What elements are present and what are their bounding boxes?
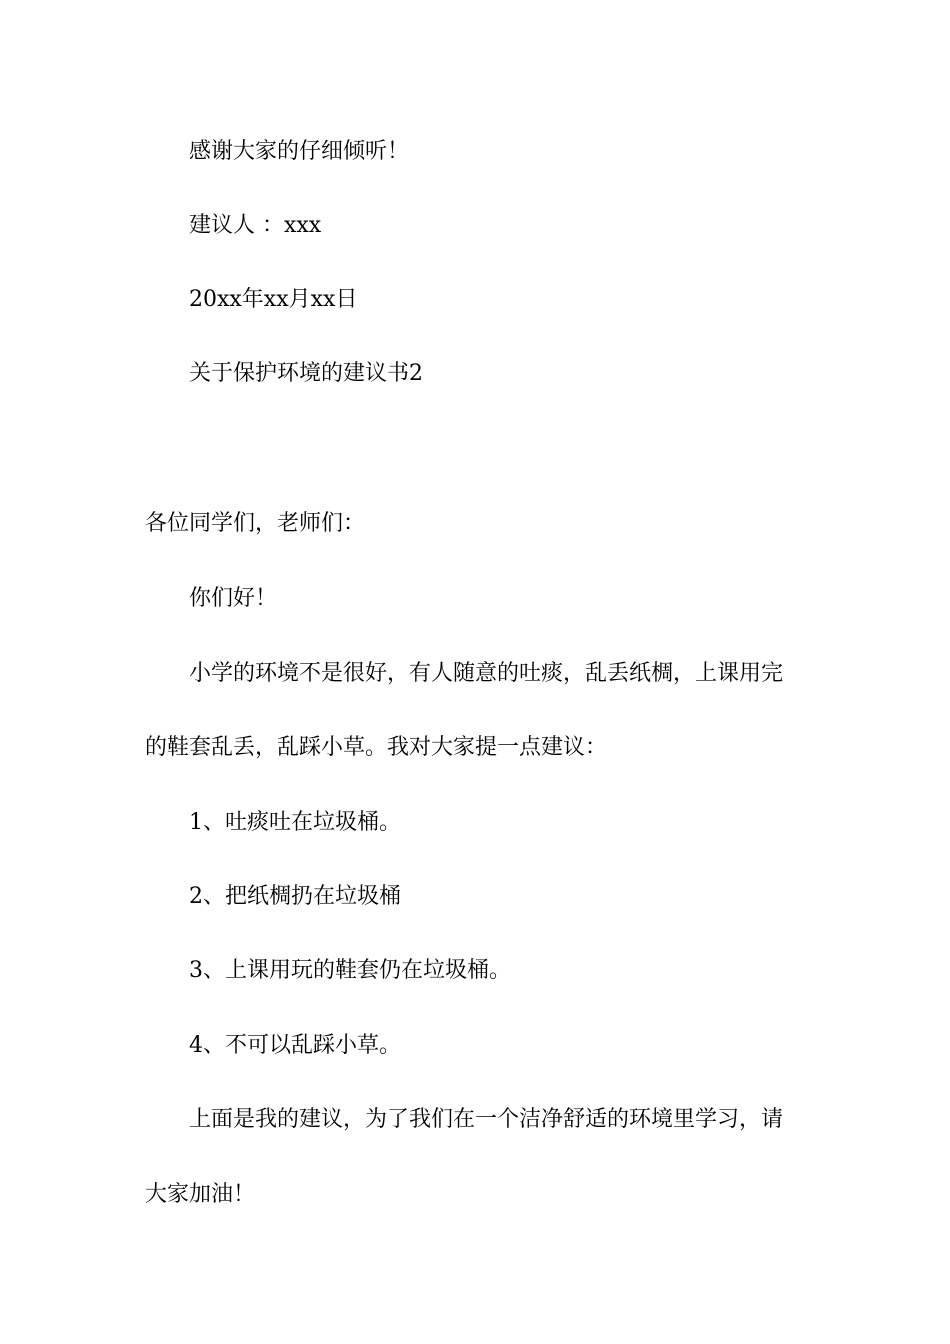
- list-item: 2、把纸椆扔在垃圾桶: [189, 884, 401, 909]
- thanks-line: 感谢大家的仔细倾听！: [189, 139, 410, 164]
- list-item: 1、吐痰吐在垃圾桶。: [189, 810, 401, 835]
- paragraph-line: 的鞋套乱丢，乱踩小草。我对大家提一点建议：: [145, 735, 608, 760]
- greeting: 你们好！: [189, 586, 278, 611]
- paragraph-line: 小学的环境不是很好，有人随意的吐痰，乱丢纸椆，上课用完: [189, 661, 784, 686]
- paragraph-line: 大家加油！: [145, 1182, 256, 1207]
- salutation: 各位同学们，老师们：: [145, 511, 366, 536]
- list-item: 4、不可以乱踩小草。: [189, 1033, 401, 1058]
- paragraph-line: 上面是我的建议，为了我们在一个洁净舒适的环境里学习，请: [189, 1107, 784, 1132]
- date-line: 20xx年xx月xx日: [189, 287, 358, 312]
- proposer-line: 建议人 ：xxx: [189, 213, 322, 238]
- section-title: 关于保护环境的建议书2: [189, 361, 423, 386]
- list-item: 3、上课用玩的鞋套仍在垃圾桶。: [189, 958, 511, 983]
